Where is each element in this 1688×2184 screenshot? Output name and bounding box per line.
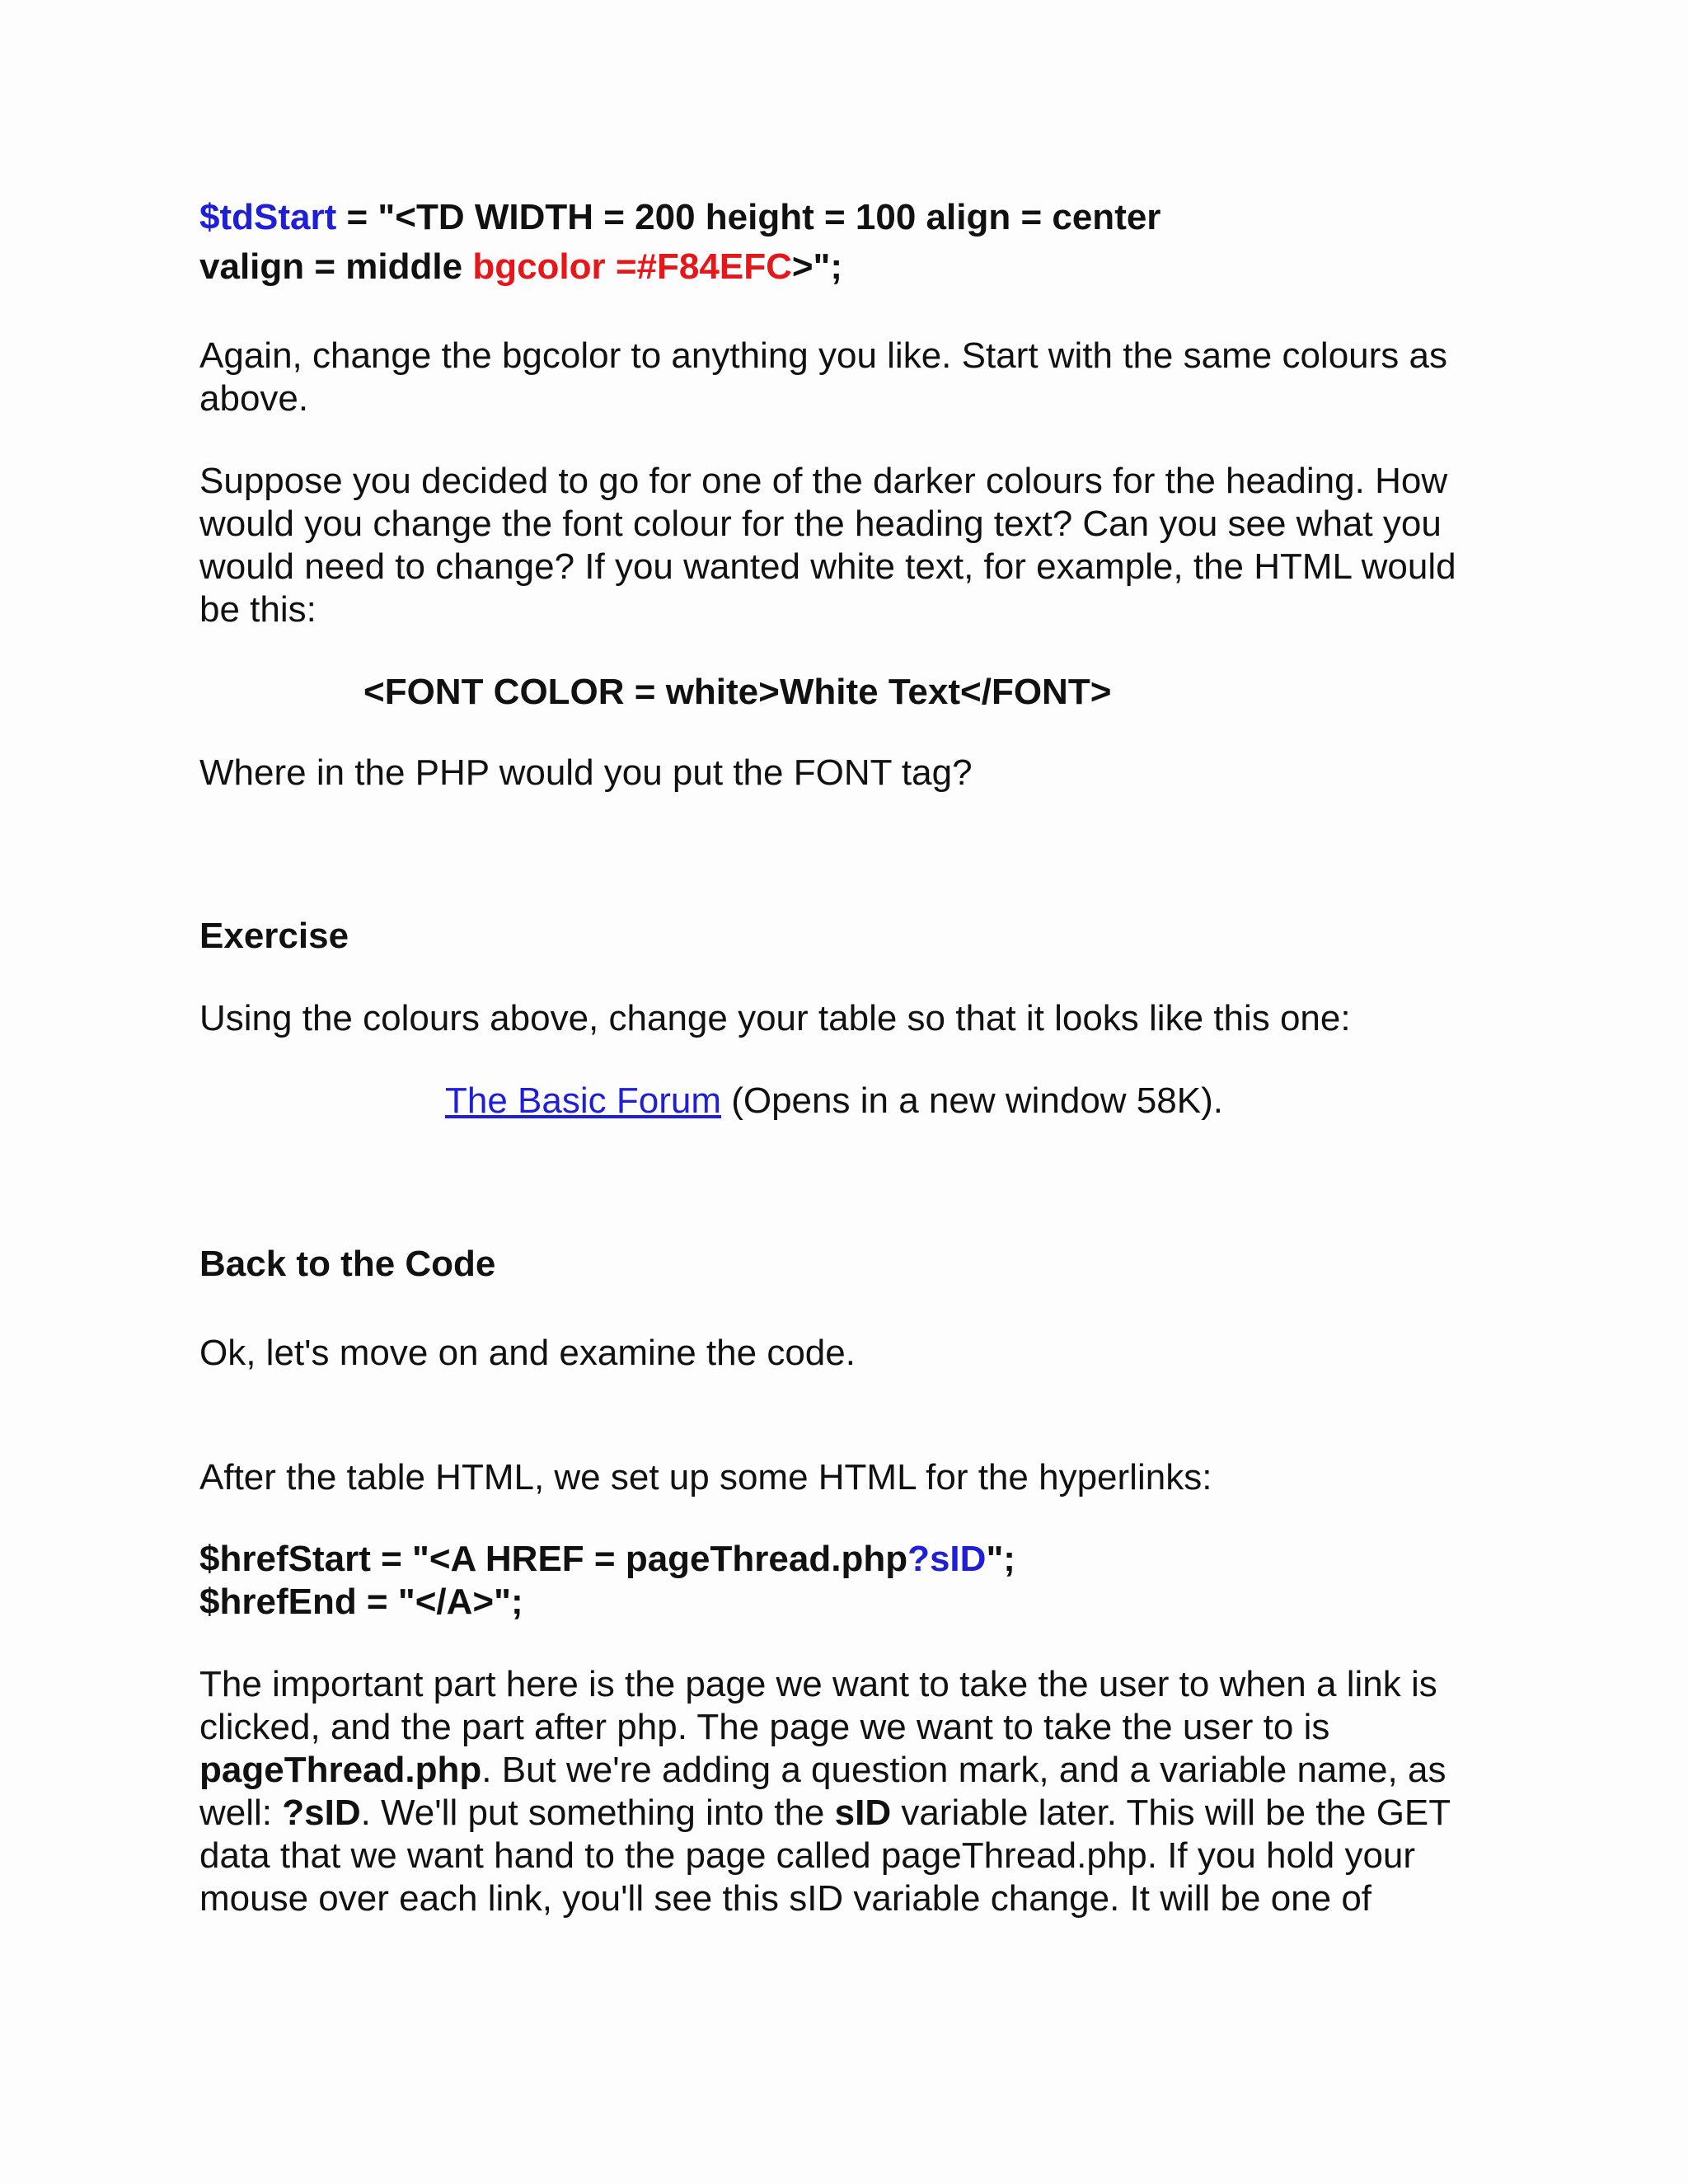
paragraph-exercise-instruction: Using the colours above, change your table so that it looks like this one: bbox=[199, 998, 1351, 1038]
code-tdstart-part3: >"; bbox=[791, 246, 843, 287]
code-bgcolor-attr: bgcolor =#F84EFC bbox=[472, 246, 792, 287]
code-tdstart-line2 bbox=[199, 246, 1518, 288]
paragraph-important-bold-sid: sID bbox=[834, 1793, 892, 1833]
paragraph-change-bgcolor: Again, change the bgcolor to anything you like. Start with the same colours as above. bbox=[199, 335, 1447, 419]
paragraph-darker-colours: Suppose you decided to go for one of the darker colours for the heading. How would you change the font colour for the heading text? Can you see what you would need to change? If you wanted white text, for example, the HTML would be this: bbox=[199, 461, 1456, 630]
heading-back-to-code: Back to the Code bbox=[199, 1244, 496, 1284]
basic-forum-link[interactable]: The Basic Forum bbox=[445, 1080, 721, 1121]
paragraph-important-text-4: variable later. This will be the GET data that we want hand to the page called pageThread.php. If you hold your mouse over each link, you'll see this sID variable change. It will be one of bbox=[199, 1793, 1451, 1919]
code-href bbox=[199, 1538, 1502, 1624]
basic-forum-link-note: (Opens in a new window 58K). bbox=[720, 1080, 1223, 1121]
paragraph-important-text-3: . We'll put something into the bbox=[360, 1793, 835, 1833]
paragraph-examine-code: Ok, let's move on and examine the code. bbox=[199, 1333, 856, 1373]
paragraph-important-bold-query: ?sID bbox=[282, 1793, 361, 1833]
code-hrefend-line: $hrefEnd = "</A>"; bbox=[199, 1582, 523, 1622]
paragraph-font-tag-question: Where in the PHP would you put the FONT tag? bbox=[199, 752, 973, 793]
code-query-sid: ?sID bbox=[907, 1539, 987, 1579]
paragraph-important-text-1: The important part here is the page we want to take the user to when a link is clicked, and the part after php. The page we want to take the user to is bbox=[199, 1664, 1437, 1747]
paragraph-important-text-2: . But we're adding a question mark, and a variable name, as well: bbox=[199, 1750, 1447, 1833]
code-font-color: <FONT COLOR = white>White Text</FONT> bbox=[363, 672, 1112, 712]
code-hrefstart-part1: $hrefStart = "<A HREF = pageThread.php bbox=[199, 1539, 908, 1579]
code-hrefstart-part2: "; bbox=[986, 1539, 1015, 1579]
paragraph-important-part bbox=[199, 1663, 1502, 1920]
code-tdstart-part1: = "<TD WIDTH = 200 height = 100 align = center bbox=[336, 197, 1161, 237]
code-var-tdstart: $tdStart bbox=[199, 197, 337, 237]
code-tdstart-line1 bbox=[199, 196, 1518, 239]
paragraph-hyperlinks-intro: After the table HTML, we set up some HTML for the hyperlinks: bbox=[199, 1457, 1212, 1497]
code-tdstart-part2: valign = middle bbox=[199, 246, 473, 287]
heading-exercise: Exercise bbox=[199, 916, 349, 956]
paragraph-important-bold-page: pageThread.php bbox=[199, 1750, 482, 1790]
code-tdstart bbox=[199, 196, 1518, 288]
forum-link-line bbox=[445, 1080, 1434, 1122]
code-hrefstart-line bbox=[199, 1538, 1502, 1581]
